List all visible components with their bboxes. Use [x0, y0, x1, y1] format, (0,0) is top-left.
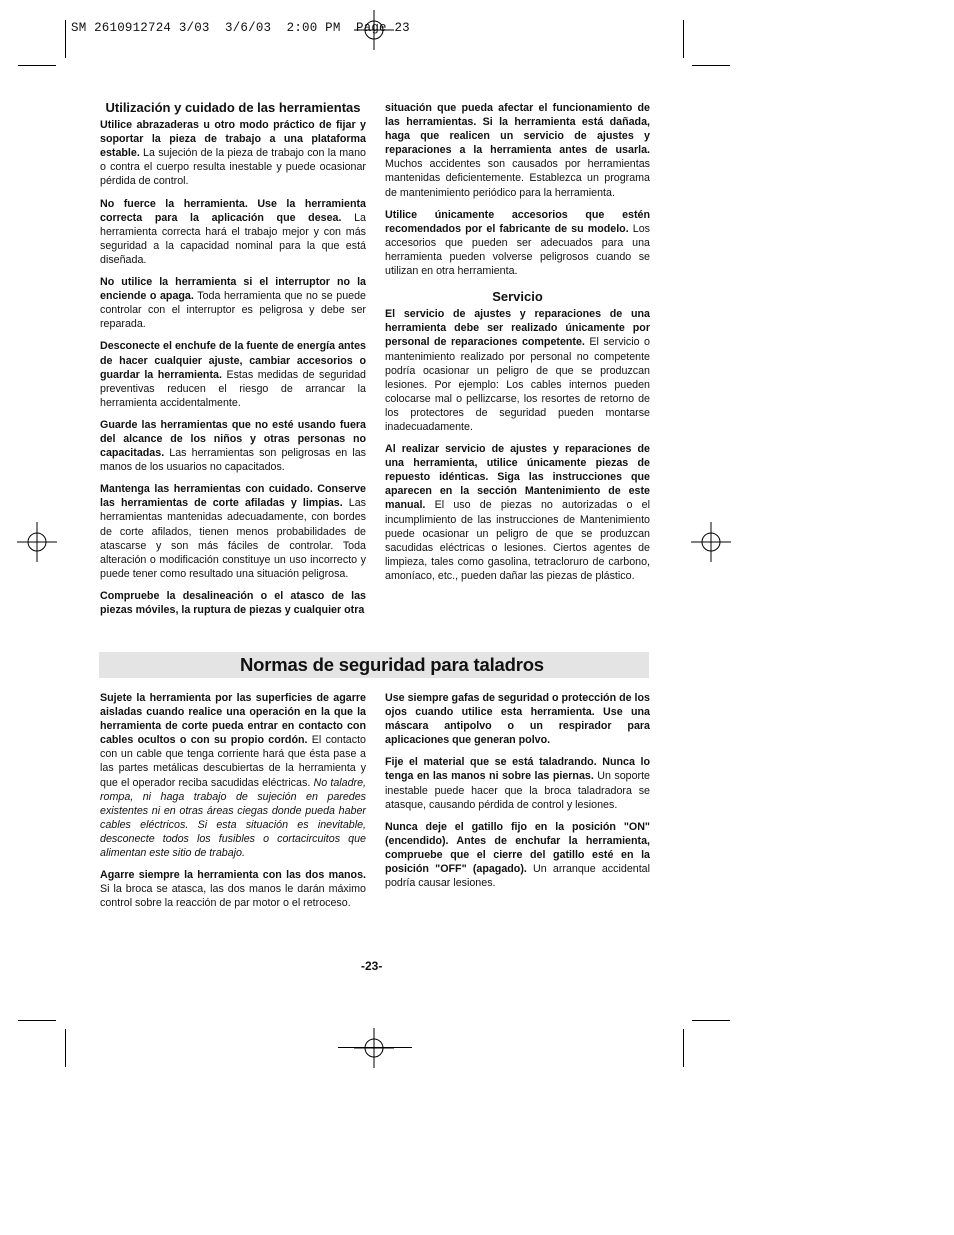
drill-rules-right-column: [385, 691, 650, 898]
paragraph: Nunca deje el gatillo fijo en la posición "ON" (encendido). Antes de enchufar la herramienta, compruebe que el cierre del gatillo esté en la posición "OFF" (apagado). Un arranque accidental podría causar lesiones.: [385, 820, 650, 890]
paragraph: Agarre siempre la herramienta con las dos manos. Si la broca se atasca, las dos manos le darán máximo control sobre la reacción de par motor o el retroceso.: [100, 869, 366, 910]
paragraph: Al realizar servicio de ajustes y reparaciones de una herramienta, utilice únicamente piezas de repuesto idénticas. Siga las instrucciones que aparecen en la sección Mantenimiento de este manual. El uso de piezas no autorizadas o el incumplimiento de las instrucciones de Mantenimiento puede ocasionar un peligro de que se produzcan sacudidas eléctricas o lesiones. Ciertos agentes de limpieza, tales como gasolina, tetracloruro de carbono, amoníaco, etc., pueden dañar las piezas de plástico.: [385, 443, 650, 582]
section-title: Normas de seguridad para taladros: [240, 654, 544, 675]
registration-mark-icon: [354, 1028, 394, 1068]
paragraph: Sujete la herramienta por las superficies de agarre aisladas cuando realice una operación en la que la herramienta de corte pueda entrar en contacto con cables ocultos o con su propio cordón. El contacto con un cable que tenga corriente hará que ésta pase a las partes metálicas descubiertas de la herramienta y que el operador reciba sacudidas eléctricas. No taladre, rompa, ni haga trabajo de sujeción en paredes existentes ni en otras áreas ciegas donde pueda haber cables eléctricos. Si esta situación es inevitable, desconecte todos los fusibles o cortacircuitos que alimentan este sitio de trabajo.: [100, 692, 366, 860]
paragraph: Utilice únicamente accesorios que estén recomendados por el fabricante de su modelo. Los accesorios que pueden ser adecuados para una herramienta pueden volverse peligrosos cuando se utilizan en otra herramienta.: [385, 208, 650, 278]
registration-mark-icon: [691, 522, 731, 562]
page-number: -23-: [361, 959, 383, 973]
paragraph: Use siempre gafas de seguridad o protección de los ojos cuando utilice esta herramienta. Use una máscara antipolvo o un respirador para aplicaciones que generan polvo.: [385, 692, 650, 747]
paragraph: Utilice abrazaderas u otro modo práctico de fijar y soportar la pieza de trabajo a una plataforma estable. La sujeción de la pieza de trabajo con la mano o contra el cuerpo resulta inestable y puede ocasionar pérdida de control.: [100, 119, 366, 188]
registration-mark-icon: [354, 10, 394, 50]
crop-mark: [692, 65, 730, 66]
paragraph: Mantenga las herramientas con cuidado. Conserve las herramientas de corte afiladas y limpias. Las herramientas mantenidas adecuadamente, con bordes de corte afilados, tienen menos probabilidades de atascarse y son más fáciles de controlar. Toda alteración o modificación constituye un uso incorrecto y puede tener como resultado una situación peligrosa.: [100, 483, 366, 580]
registration-mark-icon: [17, 522, 57, 562]
service-heading: Servicio: [492, 289, 543, 305]
printer-slug: SM 2610912724 3/03 3/6/03 2:00 PM Page 23: [71, 21, 410, 35]
tool-care-column: [100, 101, 366, 625]
paragraph: Guarde las herramientas que no esté usando fuera del alcance de los niños y otras personas no capacitadas. Las herramientas son peligrosas en las manos de los usuarios no capacitados.: [100, 418, 366, 474]
paragraph: Fije el material que se está taladrando. Nunca lo tenga en las manos ni sobre las piernas. Un soporte inestable puede hacer que la broca taladradora se atasque, causando pérdida de control y lesiones.: [385, 756, 651, 811]
paragraph: Desconecte el enchufe de la fuente de energía antes de hacer cualquier ajuste, cambiar accesorios o guardar la herramienta. Estas medidas de seguridad preventivas reducen el riesgo de arrancar la herramienta accidentalmente.: [100, 340, 366, 409]
paragraph: No fuerce la herramienta. Use la herramienta correcta para la aplicación que desea. La herramienta correcta hará el trabajo mejor y con más seguridad a la capacidad nominal para la que está diseñada.: [100, 197, 367, 266]
tool-care-heading: Utilización y cuidado de las herramientas: [105, 100, 361, 115]
paragraph: Compruebe la desalineación o el atasco de las piezas móviles, la ruptura de piezas y cualquier otra: [100, 589, 366, 616]
registration-line: [338, 1047, 412, 1048]
crop-mark: [18, 65, 56, 66]
crop-mark: [683, 1029, 684, 1067]
crop-mark: [18, 1020, 56, 1021]
crop-mark: [65, 20, 66, 58]
tool-care-service-column: [385, 101, 650, 591]
paragraph: El servicio de ajustes y reparaciones de una herramienta debe ser realizado únicamente por personal de reparaciones competente. El servicio o mantenimiento realizado por personal no competente podría ocasionar un peligro de que se produzcan lesiones. Por ejemplo: Los cables internos pueden colocarse mal o pellizcarse, los resortes de retorno de los protectores de seguridad pueden montarse inadecuadamente.: [385, 308, 650, 433]
drill-rules-left-column: [100, 691, 366, 918]
crop-mark: [692, 1020, 730, 1021]
paragraph: situación que pueda afectar el funcionamiento de las herramientas. Si la herramienta está dañada, haga que realicen un servicio de ajustes y reparaciones a la herramienta antes de usarla. Muchos accidentes son causados por herramientas mantenidas deficientemente. Establezca un programa de mantenimiento periódico para la herramienta.: [385, 102, 650, 199]
crop-mark: [65, 1029, 66, 1067]
paragraph: No utilice la herramienta si el interruptor no la enciende o apaga. Toda herramienta que no se puede controlar con el interruptor es peligrosa y debe ser reparada.: [100, 276, 366, 331]
section-banner: [99, 652, 649, 678]
crop-mark: [683, 20, 684, 58]
